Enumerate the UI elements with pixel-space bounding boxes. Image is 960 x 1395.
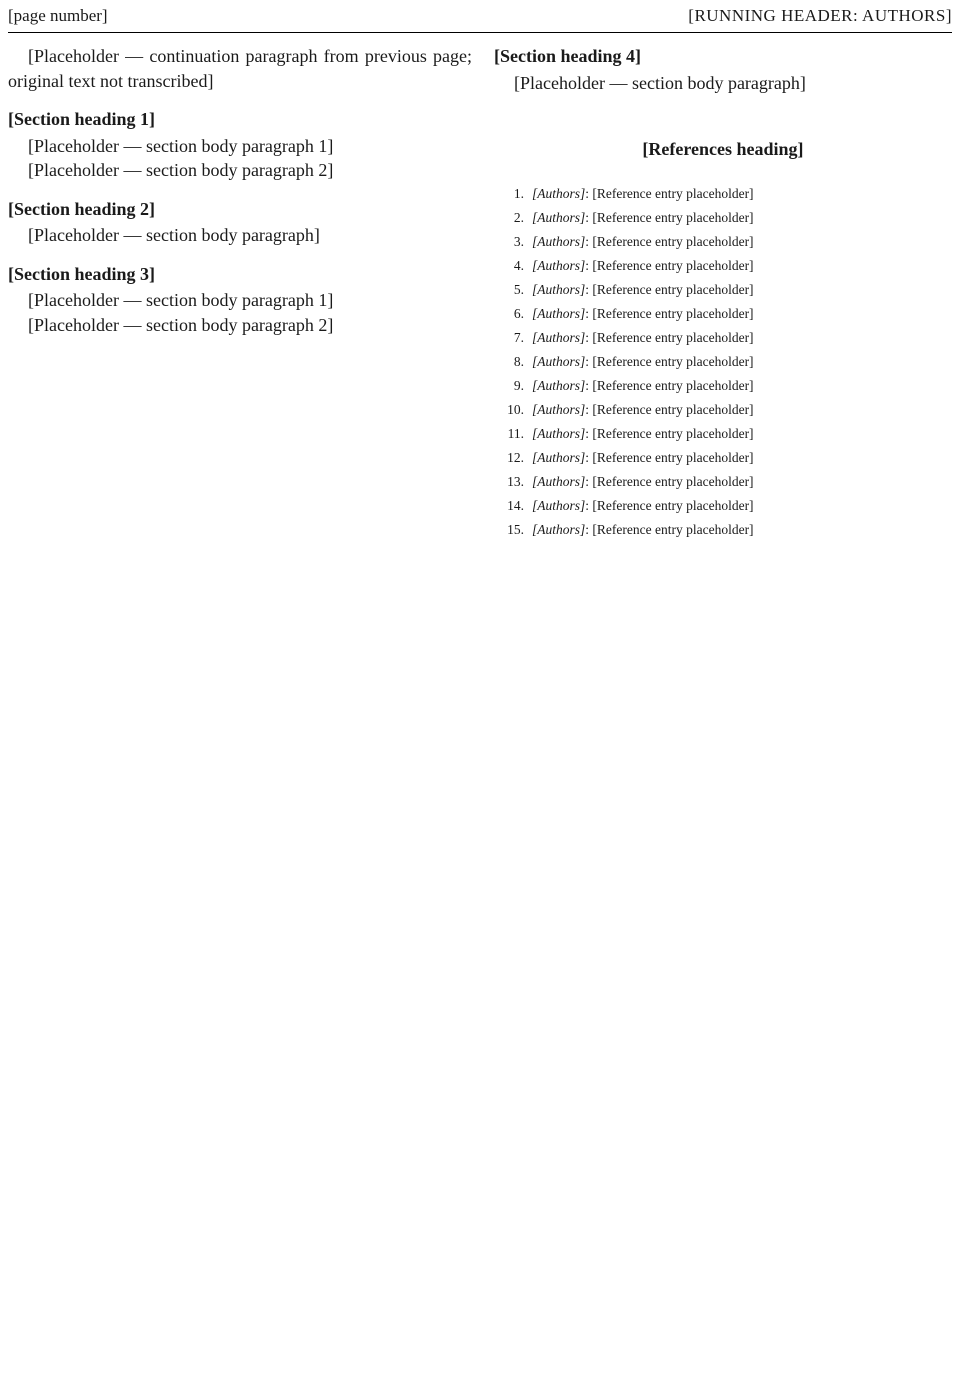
reference-details: [Reference entry placeholder]: [592, 233, 754, 249]
reference-authors: [Authors]: [532, 377, 586, 393]
reference-item: [494, 400, 952, 420]
reference-number: 12.: [507, 449, 524, 465]
reference-authors: [Authors]: [532, 257, 586, 273]
reference-authors: [Authors]: [532, 329, 586, 345]
reference-details: [Reference entry placeholder]: [592, 353, 754, 369]
reference-authors: [Authors]: [532, 473, 586, 489]
reference-item: [494, 328, 952, 348]
reference-text: [Authors]: [Reference entry placeholder]: [532, 401, 754, 417]
reference-number: 1.: [513, 185, 524, 201]
reference-item: [494, 232, 952, 252]
reference-details: [Reference entry placeholder]: [592, 281, 754, 297]
reference-item: [494, 256, 952, 276]
reference-authors: [Authors]: [532, 401, 586, 417]
section-heading: [Section heading 4]: [494, 46, 642, 66]
reference-authors: [Authors]: [532, 233, 586, 249]
reference-number: 5.: [513, 281, 524, 297]
reference-text: [Authors]: [Reference entry placeholder]: [532, 473, 754, 489]
page-number: [page number]: [8, 6, 108, 25]
reference-number: 11.: [507, 425, 524, 441]
right-column: [494, 44, 952, 544]
section-heading: [Section heading 2]: [8, 198, 156, 219]
reference-item: [494, 472, 952, 492]
reference-item: [494, 376, 952, 396]
reference-item: [494, 448, 952, 468]
reference-text: [Authors]: [Reference entry placeholder]: [532, 377, 754, 393]
reference-item: [494, 352, 952, 372]
reference-text: [Authors]: [Reference entry placeholder]: [532, 257, 754, 273]
reference-item: [494, 280, 952, 300]
reference-details: [Reference entry placeholder]: [592, 377, 754, 393]
left-column: [8, 44, 472, 337]
reference-text: [Authors]: [Reference entry placeholder]: [532, 209, 754, 225]
reference-authors: [Authors]: [532, 185, 586, 201]
references-list: [494, 184, 952, 540]
reference-text: [Authors]: [Reference entry placeholder]: [532, 425, 754, 441]
reference-item: [494, 208, 952, 228]
body-paragraph: [Placeholder — section body paragraph]: [514, 72, 806, 93]
body-paragraph: [Placeholder — section body paragraph 1]: [28, 290, 334, 310]
reference-details: [Reference entry placeholder]: [592, 209, 754, 225]
reference-number: 8.: [513, 353, 524, 369]
reference-text: [Authors]: [Reference entry placeholder]: [532, 353, 754, 369]
reference-authors: [Authors]: [532, 449, 586, 465]
reference-details: [Reference entry placeholder]: [592, 473, 754, 489]
body-paragraph: [Placeholder — section body paragraph 1]: [28, 135, 334, 156]
right-column-sections: [494, 44, 952, 95]
reference-item: [494, 424, 952, 444]
reference-authors: [Authors]: [532, 521, 586, 537]
reference-details: [Reference entry placeholder]: [592, 449, 754, 465]
reference-text: [Authors]: [Reference entry placeholder]: [532, 497, 754, 513]
body-paragraph: [Placeholder — section body paragraph 2]: [28, 160, 334, 180]
reference-details: [Reference entry placeholder]: [592, 257, 754, 273]
header-rule: [8, 32, 952, 33]
reference-number: 4.: [513, 257, 524, 273]
reference-details: [Reference entry placeholder]: [592, 305, 754, 321]
reference-text: [Authors]: [Reference entry placeholder]: [532, 329, 754, 345]
reference-item: [494, 520, 952, 540]
reference-item: [494, 304, 952, 324]
section-heading: [Section heading 1]: [8, 109, 156, 129]
reference-number: 2.: [513, 209, 524, 225]
reference-authors: [Authors]: [532, 305, 586, 321]
reference-authors: [Authors]: [532, 425, 586, 441]
section-heading: [Section heading 3]: [8, 263, 156, 284]
reference-text: [Authors]: [Reference entry placeholder]: [532, 281, 754, 297]
reference-authors: [Authors]: [532, 497, 586, 513]
reference-details: [Reference entry placeholder]: [592, 497, 754, 513]
reference-number: 7.: [513, 329, 524, 345]
reference-item: [494, 184, 952, 204]
body-paragraph: [Placeholder — section body paragraph 2]: [28, 314, 334, 335]
reference-number: 13.: [507, 473, 524, 489]
reference-text: [Authors]: [Reference entry placeholder]: [532, 233, 754, 249]
reference-number: 3.: [513, 233, 524, 249]
reference-authors: [Authors]: [532, 281, 586, 297]
running-header: [8, 6, 952, 28]
body-paragraph: [Placeholder — section body paragraph]: [28, 225, 320, 245]
reference-details: [Reference entry placeholder]: [592, 521, 754, 537]
body-paragraph: [Placeholder — continuation paragraph from previous page; original text not transcribed]: [8, 46, 472, 91]
reference-number: 14.: [507, 497, 524, 513]
reference-text: [Authors]: [Reference entry placeholder]: [532, 185, 754, 201]
reference-details: [Reference entry placeholder]: [592, 401, 754, 417]
reference-details: [Reference entry placeholder]: [592, 329, 754, 345]
reference-item: [494, 496, 952, 516]
references-heading: [References heading]: [642, 139, 804, 159]
reference-number: 15.: [507, 521, 524, 537]
reference-text: [Authors]: [Reference entry placeholder]: [532, 521, 754, 537]
reference-details: [Reference entry placeholder]: [592, 425, 754, 441]
reference-authors: [Authors]: [532, 353, 586, 369]
reference-number: 9.: [513, 377, 524, 393]
reference-text: [Authors]: [Reference entry placeholder]: [532, 305, 754, 321]
reference-number: 10.: [507, 401, 524, 417]
reference-details: [Reference entry placeholder]: [592, 185, 754, 201]
reference-authors: [Authors]: [532, 209, 586, 225]
reference-number: 6.: [513, 305, 524, 321]
running-header-authors: [RUNNING HEADER: AUTHORS]: [688, 6, 952, 25]
reference-text: [Authors]: [Reference entry placeholder]: [532, 449, 754, 465]
